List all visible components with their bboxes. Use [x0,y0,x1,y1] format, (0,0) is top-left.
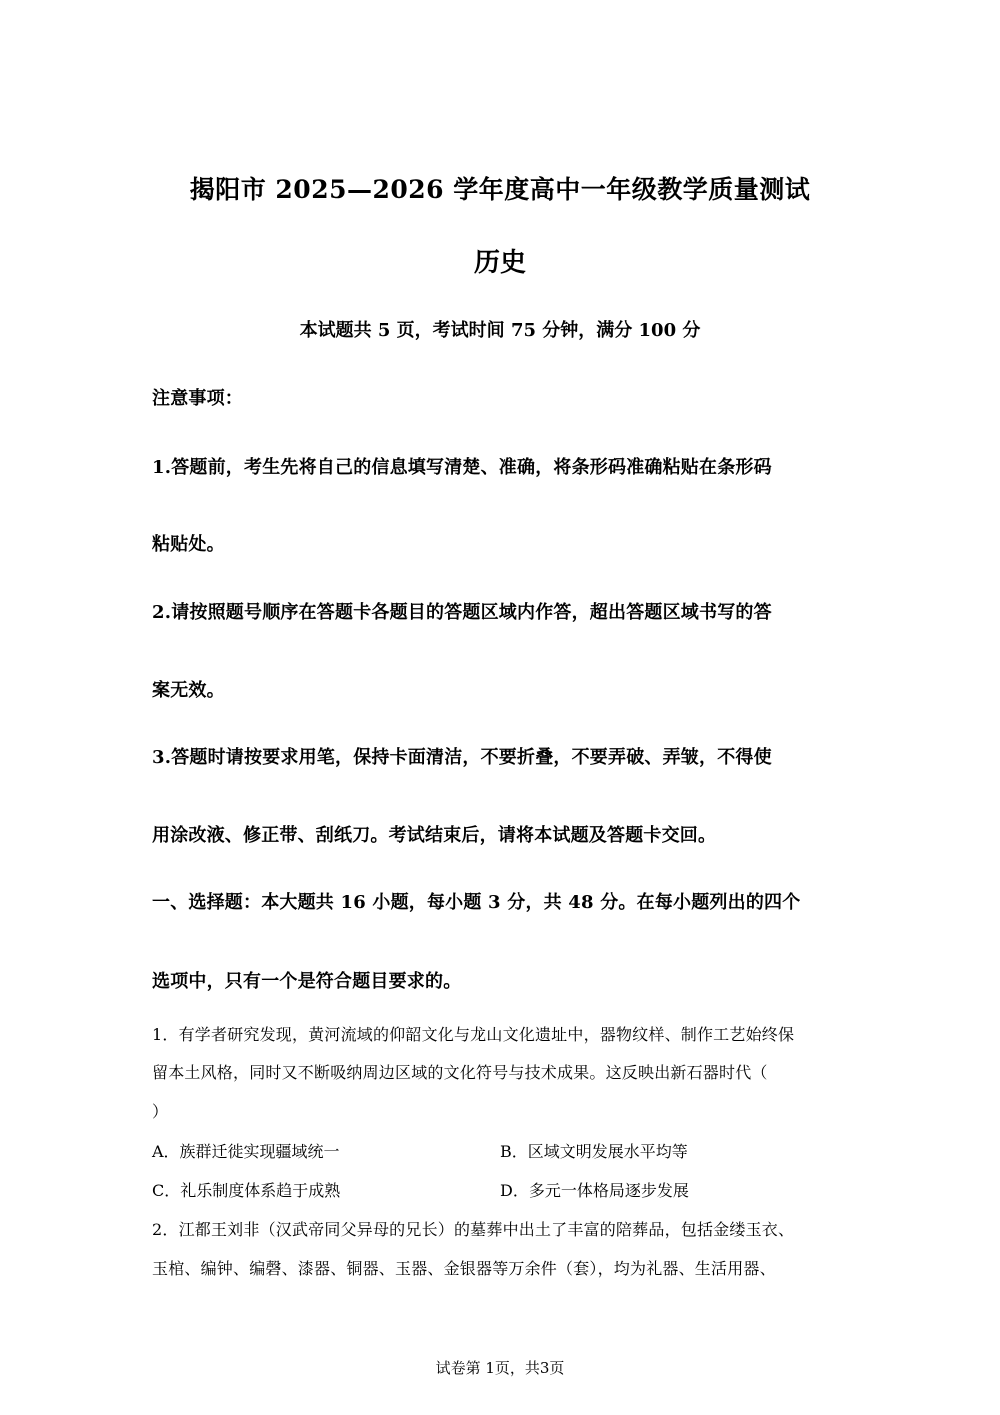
exam-info: 本试题共 5 页，考试时间 75 分钟，满分 100 分 [299,320,701,341]
question-2-line-2: 玉棺、编钟、编磬、漆器、铜器、玉器、金银器等万余件（套），均为礼器、生活用器、 [152,1259,776,1278]
question-1-option-b: B．区域文明发展水平均等 [500,1142,688,1161]
section-1-heading-line-1: 一、选择题：本大题共 16 小题，每小题 3 分，共 48 分。在每小题列出的四个 [152,892,801,913]
notice-item-2-line-1: 2.请按照题号顺序在答题卡各题目的答题区域内作答，超出答题区域书写的答 [152,602,772,623]
page-footer: 试卷第 1页，共3页 [435,1359,565,1377]
notice-item-2-line-2: 案无效。 [152,680,225,701]
question-1-option-d: D．多元一体格局逐步发展 [500,1181,689,1200]
question-2-line-1: 2．江都王刘非（汉武帝同父异母的兄长）的墓葬中出土了丰富的陪葬品，包括金缕玉衣、 [152,1220,795,1239]
section-1-heading-line-2: 选项中，只有一个是符合题目要求的。 [152,971,462,992]
subject-title: 历史 [473,248,526,278]
notice-item-3-line-2: 用涂改液、修正带、刮纸刀。考试结束后，请将本试题及答题卡交回。 [152,825,717,846]
question-1-line-2: 留本土风格，同时又不断吸纳周边区域的文化符号与技术成果。这反映出新石器时代（ [152,1063,768,1082]
notice-item-1-line-2: 粘贴处。 [152,534,225,555]
question-1-option-a: A．族群迁徙实现疆域统一 [152,1142,340,1161]
notice-item-3-line-1: 3.答题时请按要求用笔，保持卡面清洁，不要折叠，不要弄破、弄皱，不得使 [152,747,772,768]
question-1-option-c: C．礼乐制度体系趋于成熟 [152,1181,341,1200]
notice-heading: 注意事项： [152,388,243,409]
exam-title: 揭阳市 2025—2026 学年度高中一年级教学质量测试 [189,175,811,204]
notice-item-1-line-1: 1.答题前，考生先将自己的信息填写清楚、准确，将条形码准确粘贴在条形码 [152,457,772,478]
question-1-line-1: 1．有学者研究发现，黄河流域的仰韶文化与龙山文化遗址中，器物纹样、制作工艺始终保 [152,1025,795,1044]
question-1-line-3: ） [152,1102,169,1121]
